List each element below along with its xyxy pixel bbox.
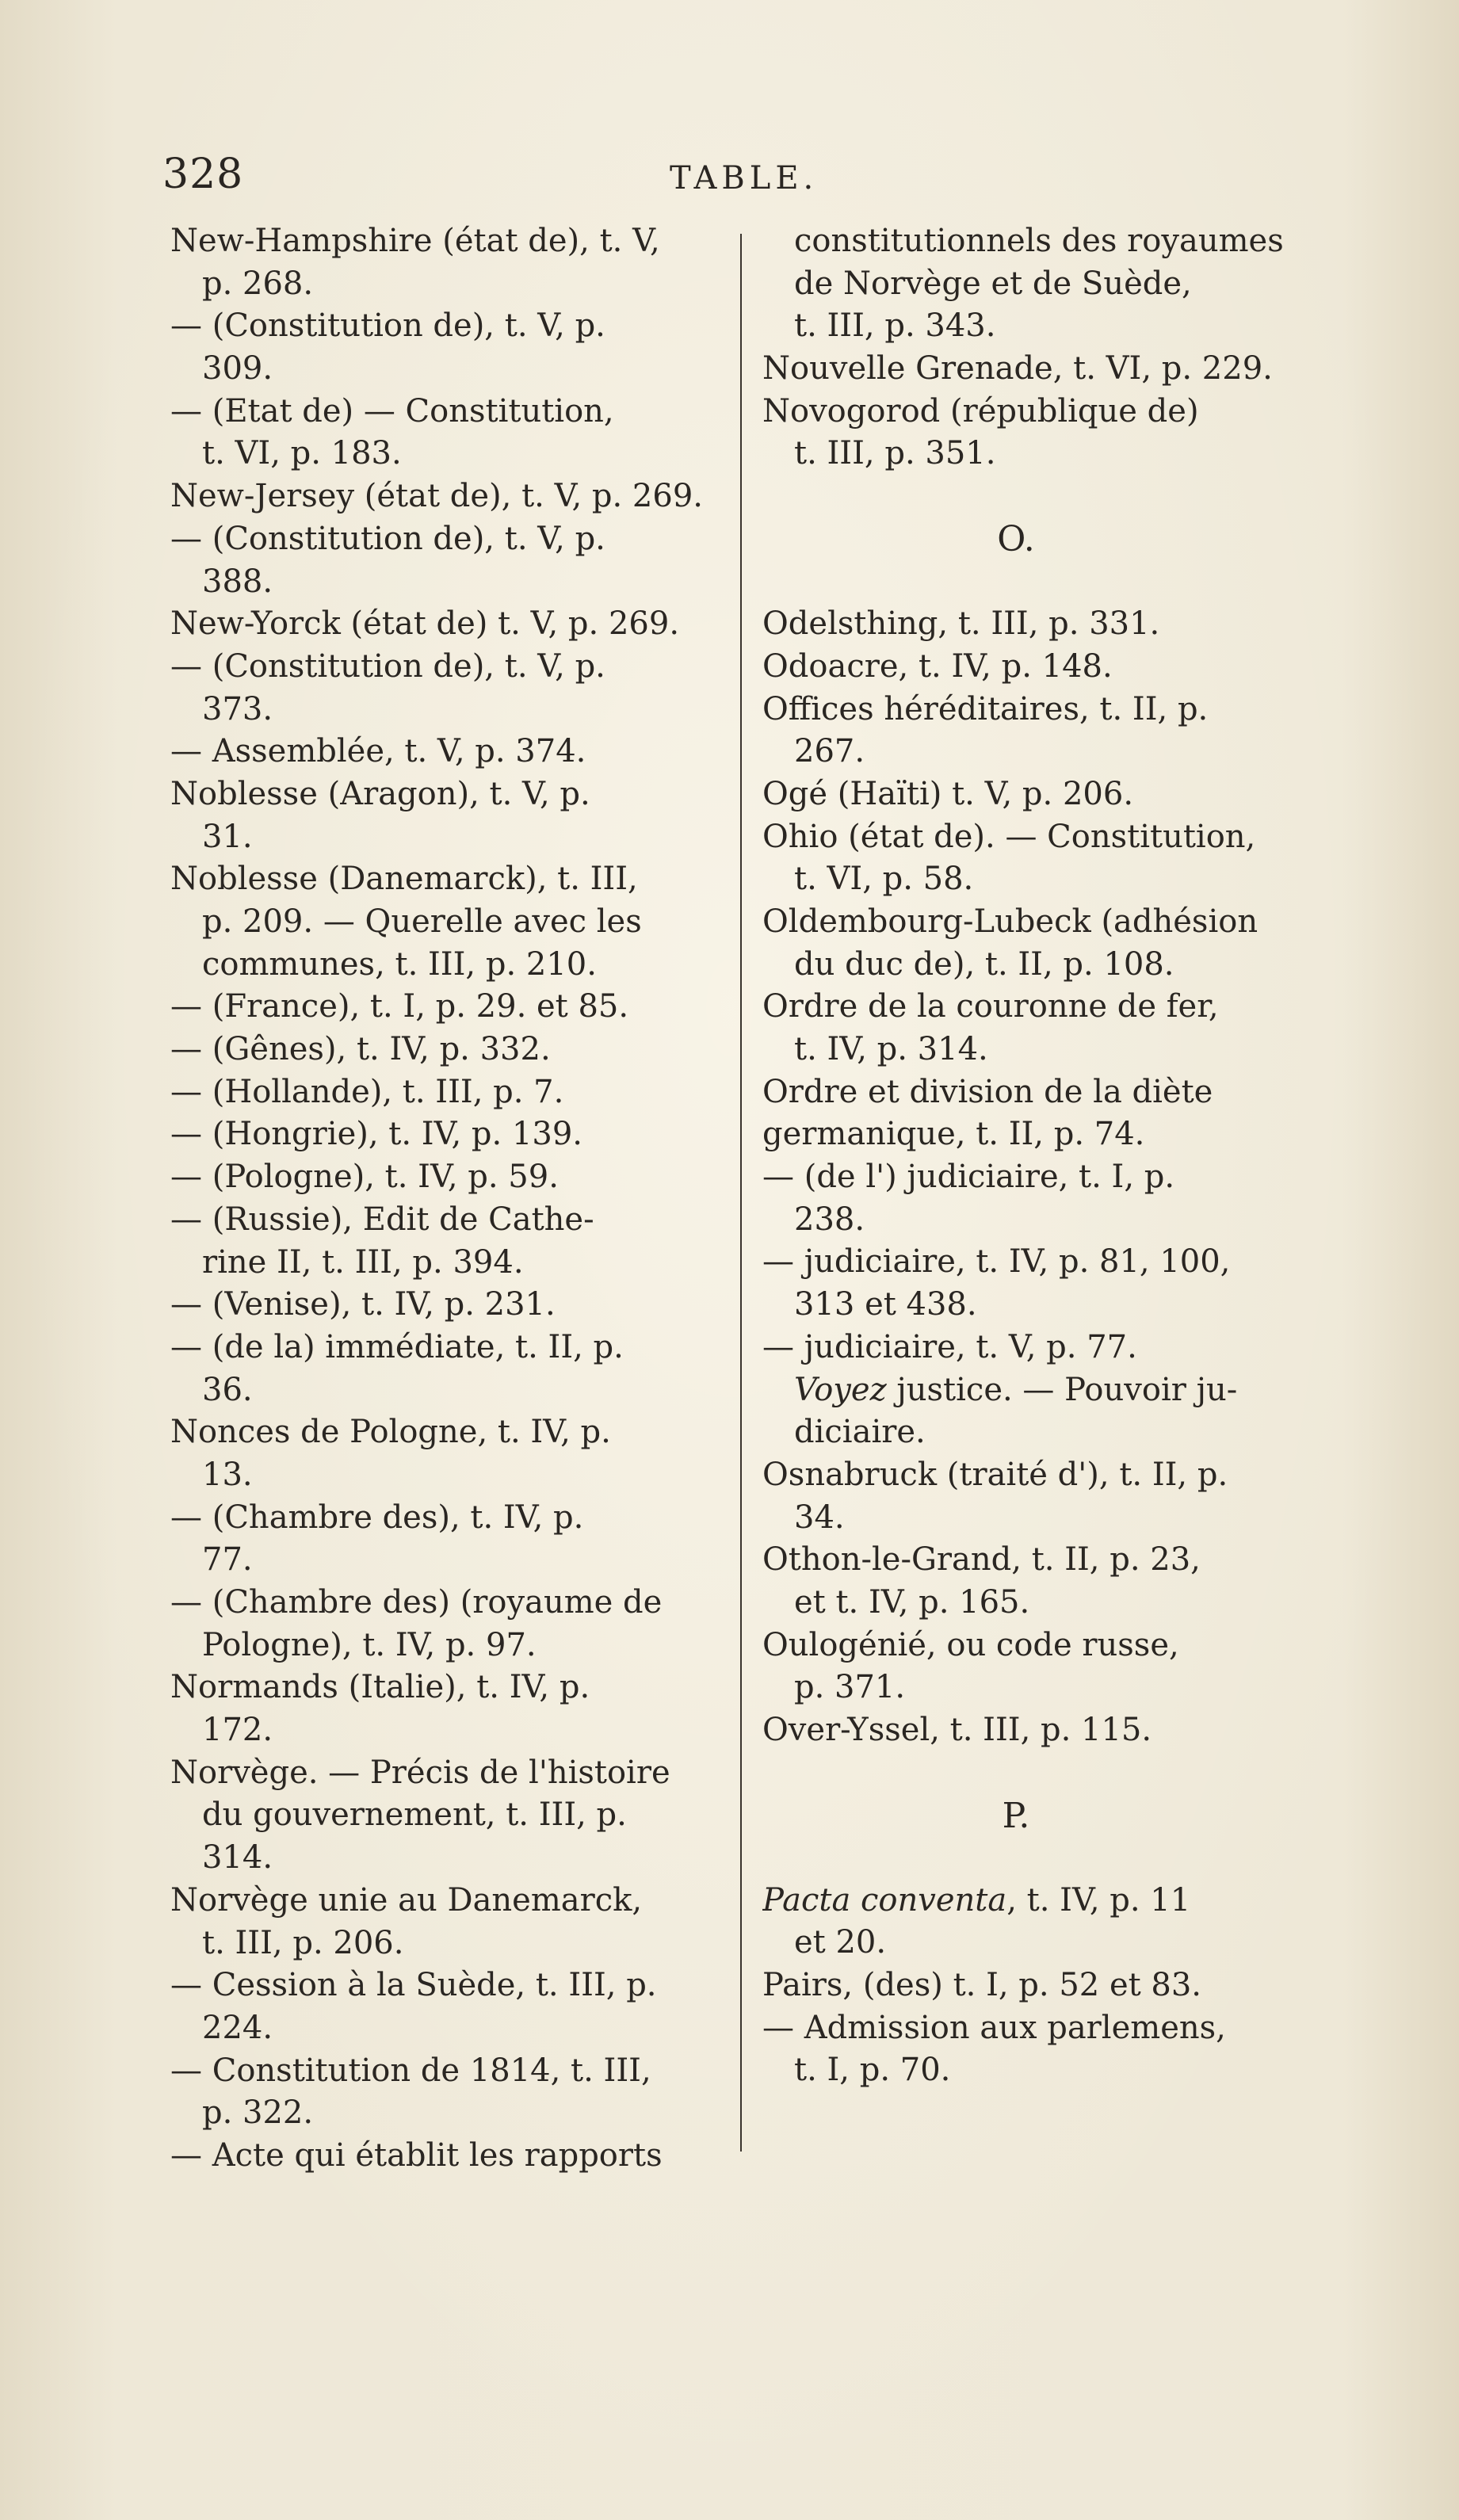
index-line: Ordre et division de la diète	[762, 1073, 1213, 1110]
index-line: 224.	[202, 2009, 273, 2046]
index-line: du gouvernement, t. III, p.	[202, 1796, 627, 1834]
index-line: Offices héréditaires, t. II, p.	[762, 690, 1209, 727]
index-line: — Cession à la Suède, t. III, p.	[170, 1967, 657, 2004]
index-line: p. 371.	[794, 1669, 906, 1706]
index-line: — (Constitution de), t. V, p.	[170, 647, 605, 685]
index-line: 36.	[202, 1371, 253, 1408]
index-line: — (Chambre des), t. IV, p.	[170, 1499, 584, 1536]
index-line: Over-Yssel, t. III, p. 115.	[762, 1712, 1152, 1748]
index-line: de Norvège et de Suède,	[794, 265, 1192, 302]
index-line: t. VI, p. 183.	[202, 435, 402, 472]
index-line: 13.	[202, 1456, 253, 1493]
index-entries-n-continued	[762, 220, 1317, 475]
index-line: — (Etat de) — Constitution,	[170, 392, 614, 430]
index-line: Ordre de la couronne de fer,	[762, 988, 1219, 1025]
index-line: — (Venise), t. IV, p. 231.	[170, 1286, 556, 1323]
right-index-column	[762, 220, 1317, 2092]
index-line: et t. IV, p. 165.	[794, 1583, 1030, 1621]
index-line: New-Yorck (état de) t. V, p. 269.	[170, 605, 680, 643]
page-number: 328	[162, 151, 244, 198]
section-heading-p: P.	[1002, 1795, 1030, 1836]
page-header	[162, 151, 1351, 198]
index-line-text: , t. IV, p. 11	[1006, 1881, 1191, 1919]
italic-text: Pacta conventa	[762, 1881, 1007, 1919]
index-entries-p	[762, 1922, 1317, 2092]
index-line: 309.	[202, 350, 273, 388]
index-line: — (Hollande), t. III, p. 7.	[170, 1073, 564, 1110]
index-line	[762, 1369, 1317, 1412]
index-line: 373.	[202, 690, 273, 727]
index-line: — (Pologne), t. IV, p. 59.	[170, 1159, 559, 1196]
index-line: du duc de), t. II, p. 108.	[794, 945, 1174, 983]
left-index-column	[170, 220, 725, 2178]
index-line: germanique, t. II, p. 74.	[762, 1116, 1145, 1153]
index-line: Nouvelle Grenade, t. VI, p. 229.	[762, 350, 1273, 388]
index-line: Norvège. — Précis de l'histoire	[170, 1754, 670, 1791]
index-line: — (Russie), Edit de Cathe-	[170, 1201, 594, 1238]
index-line: 34.	[794, 1499, 845, 1536]
index-line: — (Constitution de), t. V, p.	[170, 520, 605, 557]
index-line: — (de la) immédiate, t. II, p.	[170, 1328, 624, 1365]
index-line: 172.	[202, 1712, 273, 1749]
index-line: 267.	[794, 733, 865, 770]
index-line: t. III, p. 343.	[794, 307, 996, 345]
index-line: et 20.	[794, 1924, 887, 1961]
index-line: Ohio (état de). — Constitution,	[762, 818, 1256, 855]
index-line: Noblesse (Aragon), t. V, p.	[170, 775, 590, 812]
index-line: t. III, p. 206.	[202, 1924, 404, 1961]
running-head: TABLE.	[670, 160, 819, 197]
index-line: — Assemblée, t. V, p. 374.	[170, 733, 586, 770]
index-line: — Admission aux parlemens,	[762, 2009, 1226, 2046]
index-line: — (Chambre des) (royaume de	[170, 1584, 663, 1621]
index-line: Oldembourg-Lubeck (adhésion	[762, 903, 1258, 940]
index-line: p. 322.	[202, 2094, 314, 2132]
index-line: p. 268.	[202, 265, 314, 302]
column-divider	[740, 234, 742, 2152]
index-line: — (Constitution de), t. V, p.	[170, 307, 605, 345]
index-line-text: justice. — Pouvoir ju-	[886, 1371, 1238, 1408]
index-line: Odelsthing, t. III, p. 331.	[762, 605, 1160, 643]
index-line: 31.	[202, 818, 253, 855]
index-line: — (France), t. I, p. 29. et 85.	[170, 988, 629, 1025]
index-line: Ogé (Haïti) t. V, p. 206.	[762, 775, 1134, 812]
index-line: — (de l') judiciaire, t. I, p.	[762, 1159, 1175, 1196]
index-line: Normands (Italie), t. IV, p.	[170, 1669, 590, 1706]
italic-text: Voyez	[794, 1371, 887, 1408]
index-line	[762, 1880, 1317, 1922]
section-heading-o: O.	[997, 519, 1035, 560]
index-entries-o-continued	[762, 1411, 1317, 1752]
index-line: 388.	[202, 563, 273, 600]
index-line: New-Hampshire (état de), t. V,	[170, 223, 660, 259]
index-line: t. IV, p. 314.	[794, 1031, 988, 1067]
index-line: Odoacre, t. IV, p. 148.	[762, 647, 1113, 685]
index-line: Norvège unie au Danemarck,	[170, 1881, 643, 1919]
index-line: — judiciaire, t. V, p. 77.	[762, 1328, 1137, 1365]
index-line: Pologne), t. IV, p. 97.	[202, 1626, 537, 1663]
index-entries-o	[762, 603, 1317, 1369]
index-line: 313 et 438.	[794, 1286, 977, 1323]
index-line: diciaire.	[794, 1414, 926, 1451]
index-line: — judiciaire, t. IV, p. 81, 100,	[762, 1243, 1231, 1281]
index-line: Pairs, (des) t. I, p. 52 et 83.	[762, 1967, 1202, 2004]
index-line: — (Hongrie), t. IV, p. 139.	[170, 1116, 582, 1153]
index-line: — (Gênes), t. IV, p. 332.	[170, 1031, 551, 1068]
index-line: Oulogénié, ou code russe,	[762, 1626, 1179, 1663]
index-line: New-Jersey (état de), t. V, p. 269.	[170, 478, 703, 515]
index-line: 77.	[202, 1541, 253, 1579]
index-line: rine II, t. III, p. 394.	[202, 1243, 524, 1281]
index-line: t. I, p. 70.	[794, 2052, 951, 2089]
index-line: — Acte qui établit les rapports	[170, 2136, 663, 2174]
index-line: t. III, p. 351.	[794, 435, 996, 472]
index-line: Osnabruck (traité d'), t. II, p.	[762, 1456, 1228, 1493]
index-line: — Constitution de 1814, t. III,	[170, 2052, 651, 2089]
index-line: t. VI, p. 58.	[794, 861, 974, 898]
index-line: Novogorod (république de)	[762, 392, 1199, 430]
index-line: p. 209. — Querelle avec les	[202, 903, 642, 940]
index-line: 238.	[794, 1201, 865, 1238]
index-line: Noblesse (Danemarck), t. III,	[170, 861, 638, 898]
index-line: constitutionnels des royaumes	[794, 223, 1284, 259]
index-line: Othon-le-Grand, t. II, p. 23,	[762, 1541, 1201, 1579]
index-line: Nonces de Pologne, t. IV, p.	[170, 1414, 611, 1451]
index-line: communes, t. III, p. 210.	[202, 945, 597, 983]
index-line: 314.	[202, 1839, 273, 1877]
